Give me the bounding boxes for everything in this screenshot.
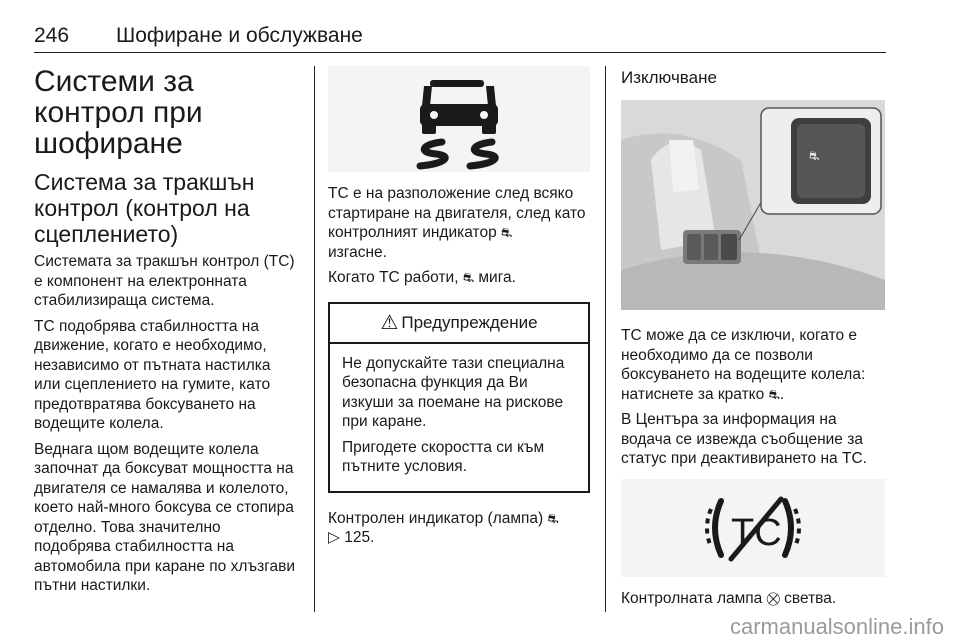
page-reference-link[interactable]: 125. bbox=[344, 529, 375, 546]
paragraph: TC е на разположение след всяко стартиране на двигателя, след като контролният индикатор ⛐ изгасне. bbox=[328, 185, 586, 261]
column-1 bbox=[34, 66, 300, 602]
column-3 bbox=[621, 66, 885, 614]
warning-text: Не допускайте тази специална безопасна функция да Ви изкуши за поемане на рискове при каране. bbox=[342, 354, 565, 430]
tc-off-lamp-icon: ⛒ bbox=[766, 590, 780, 606]
column-divider bbox=[605, 66, 606, 612]
tc-indicator-icon: ⛐ bbox=[547, 510, 559, 526]
tc-off-indicator-icon bbox=[621, 479, 885, 577]
paragraph: Когато TC работи, ⛐ мига. bbox=[328, 269, 516, 286]
section-heading: Изключване bbox=[621, 68, 717, 87]
warning-triangle-icon: ⚠ bbox=[380, 311, 399, 334]
tc-indicator-icon: ⛐ bbox=[462, 270, 475, 285]
paragraph: Контролната лампа ⛒ светва. bbox=[621, 589, 837, 607]
paragraph: В Центъра за информация на водача се извежда съобщение за статус при деактивирането на TC. bbox=[621, 411, 867, 467]
traction-control-icon bbox=[328, 66, 590, 172]
column-2 bbox=[328, 66, 590, 554]
paragraph: Системата за тракшън контрол (TC) е компонент на електронната стабилизираща система. bbox=[34, 253, 295, 309]
warning-text: Пригодете скоростта си към пътните условия. bbox=[342, 438, 545, 475]
warning-header: ⚠ Предупреждение bbox=[330, 304, 588, 344]
watermark-footer: carmanualsonline.info bbox=[729, 614, 944, 639]
tc-indicator-icon: ⛐ bbox=[501, 225, 513, 240]
paragraph: Веднага щом водещите колела започнат да боксуват мощността на двигателя се намалява и колелото, което най-много боксува се стопира отделно. Това значително подобрява стабилността на автомобила при каране по хлъзгави пътни настилки. bbox=[34, 440, 296, 594]
tc-symbol-text: TC bbox=[731, 511, 782, 554]
chapter-title: Шофиране и обслужване bbox=[116, 24, 363, 47]
page-number: 246 bbox=[34, 24, 70, 47]
warning-box bbox=[328, 302, 590, 493]
paragraph: TC може да се изключи, когато е необходимо да се позволи боксуването на водещите колела: натиснете за кратко ⛐. bbox=[621, 327, 866, 403]
column-divider bbox=[314, 66, 315, 612]
tc-off-button-photo bbox=[621, 100, 885, 310]
page-header bbox=[34, 24, 886, 53]
paragraph: TC подобрява стабилността на движение, когато е необходимо, независимо от пътната настилка или сцеплението на гумите, като предотвратява боксуването на водещите колела. bbox=[34, 317, 271, 432]
tc-off-button-icon: ⛐ bbox=[768, 386, 780, 402]
section-heading: Системи за контрол при шофиране bbox=[34, 65, 203, 160]
svg-text:⛐: ⛐ bbox=[809, 149, 820, 163]
page-ref-arrow-icon: ▷ bbox=[328, 529, 340, 546]
cross-reference: Контролен индикатор (лампа) ⛐ ▷ 125. bbox=[328, 509, 559, 546]
subsection-heading: Система за тракшън контрол (контрол на сцеплението) bbox=[34, 169, 255, 247]
